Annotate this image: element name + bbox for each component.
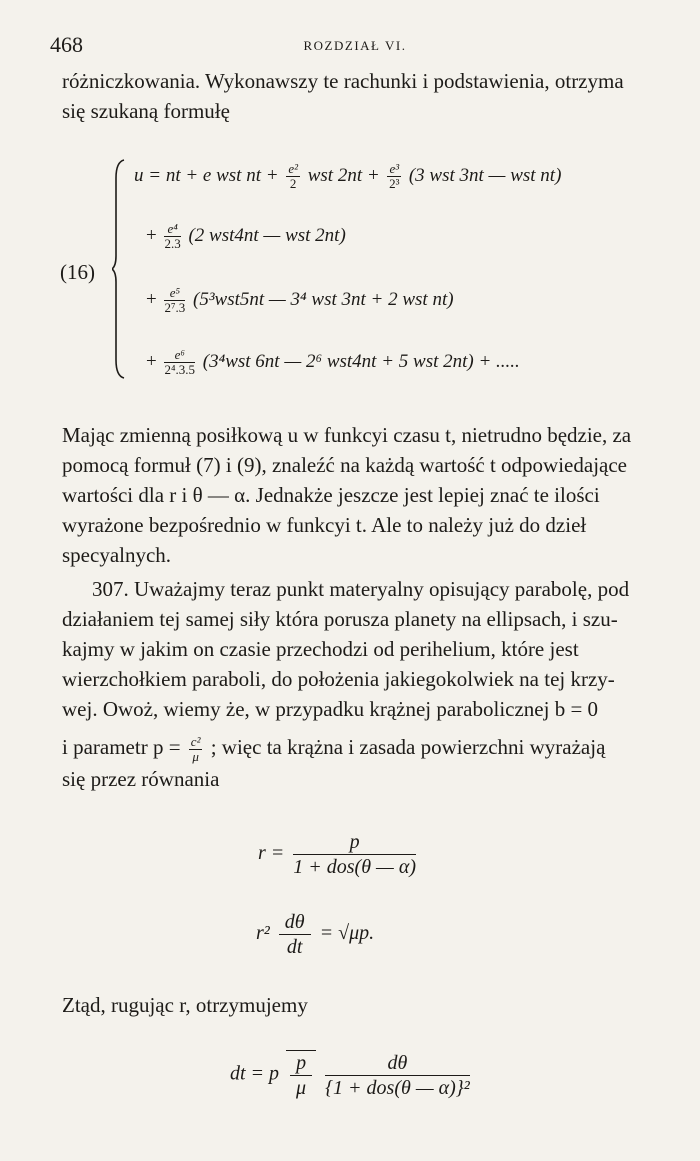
text-line: różniczkowania. Wykonawszy te rachunki i podstawienia, otrzyma — [62, 69, 624, 93]
equation-area: r² $\frac{d\theta}{dt}$ = √μp. — [256, 911, 375, 958]
left-brace — [112, 158, 126, 380]
equation-16-row-4: + $\frac{\text{e⁶}}{\text{2⁴.3.5}}$ (3⁴wst 6nt — 2⁶ wst4nt + 5 wst 2nt) + ..... — [146, 347, 520, 377]
equation-dt: dt = p $\frac{p}{\mu}$ dθ {1 + dos(θ — α)}² — [230, 1051, 470, 1099]
equation-label: (16) — [60, 260, 95, 284]
text-line: wyrażone bezpośrednio w funkcyi t. Ale to należy już do dzieł — [62, 513, 587, 537]
fraction: dθ {1 + dos(θ — α)}² — [325, 1051, 470, 1099]
equation-16-row-2: + $\frac{\text{e⁴}}{2.3}$ (2 wst4nt — wst 2nt) — [146, 221, 346, 251]
text-line: kajmy w jakim on czasie przechodzi od perihelium, które jest — [62, 637, 579, 661]
equation-r: r = p 1 + dos(θ — α) — [258, 831, 416, 878]
text-line: działaniem tej samej siły która porusza planety na ellipsach, i szu- — [62, 607, 618, 631]
page-header — [50, 32, 660, 56]
paragraph-3 — [62, 574, 652, 794]
text-line: wierzchołkiem paraboli, do położenia jakiegokolwiek na tej krzy- — [62, 667, 615, 691]
text-line: Ztąd, rugując r, otrzymujemy — [62, 993, 308, 1017]
fraction: p 1 + dos(θ — α) — [293, 831, 416, 878]
equation-16-row-3: + $\frac{\text{e⁵}}{\text{2⁷.3}}$ (5³wst5nt — 3⁴ wst 3nt + 2 wst nt) — [146, 285, 454, 315]
paragraph-4 — [62, 990, 652, 1020]
fraction: $\frac{\text{e³}}{\text{2³}}$ — [389, 161, 400, 191]
fraction: $\frac{\text{e²}}{2}$ — [288, 161, 298, 191]
text-line: i parametr p = $\frac{\text{c²}}{\mu}$ ; więc ta krążna i zasada powierzchni wyrażają — [62, 733, 606, 764]
fraction: $\frac{p}{\mu}$ — [290, 1051, 312, 1100]
text-line: wartości dla r i θ — α. Jednakże jeszcze jest lepiej znać te ilości — [62, 483, 600, 507]
fraction: $\frac{\text{c²}}{\mu}$ — [190, 733, 201, 764]
intro-paragraph — [62, 66, 652, 126]
fraction: $\frac{d\theta}{dt}$ — [279, 910, 311, 959]
text-line: specyalnych. — [62, 543, 172, 567]
paragraph-2 — [62, 420, 652, 570]
text-line: się przez równania — [62, 766, 220, 791]
equation-16-row-1: u = nt + e wst nt + $\frac{\text{e²}}{2}$ wst 2nt + $\frac{\text{e³}}{\text{2³}}$ (3 wst 3nt — wst nt) — [134, 161, 562, 191]
fraction: $\frac{\text{e⁵}}{\text{2⁷.3}}$ — [164, 285, 186, 315]
fraction: $\frac{\text{e⁶}}{\text{2⁴.3.5}}$ — [164, 347, 196, 377]
text-line: 307. Uważajmy teraz punkt materyalny opisujący parabolę, pod — [92, 577, 630, 601]
text-line: pomocą formuł (7) i (9), znaleźć na każdą wartość t odpowiedające — [62, 453, 627, 477]
fraction: $\frac{\text{e⁴}}{2.3}$ — [164, 221, 181, 251]
text-line: się szukaną formułę — [62, 99, 230, 123]
text-line: Mając zmienną posiłkową u w funkcyi czasu t, nietrudno będzie, za — [62, 423, 632, 447]
text-line: wej. Owoż, wiemy że, w przypadku krążnej parabolicznej b = 0 — [62, 697, 599, 721]
page-number: 468 — [50, 32, 83, 57]
running-head: ROZDZIAŁ VI. — [303, 38, 407, 53]
square-root — [286, 1050, 316, 1100]
